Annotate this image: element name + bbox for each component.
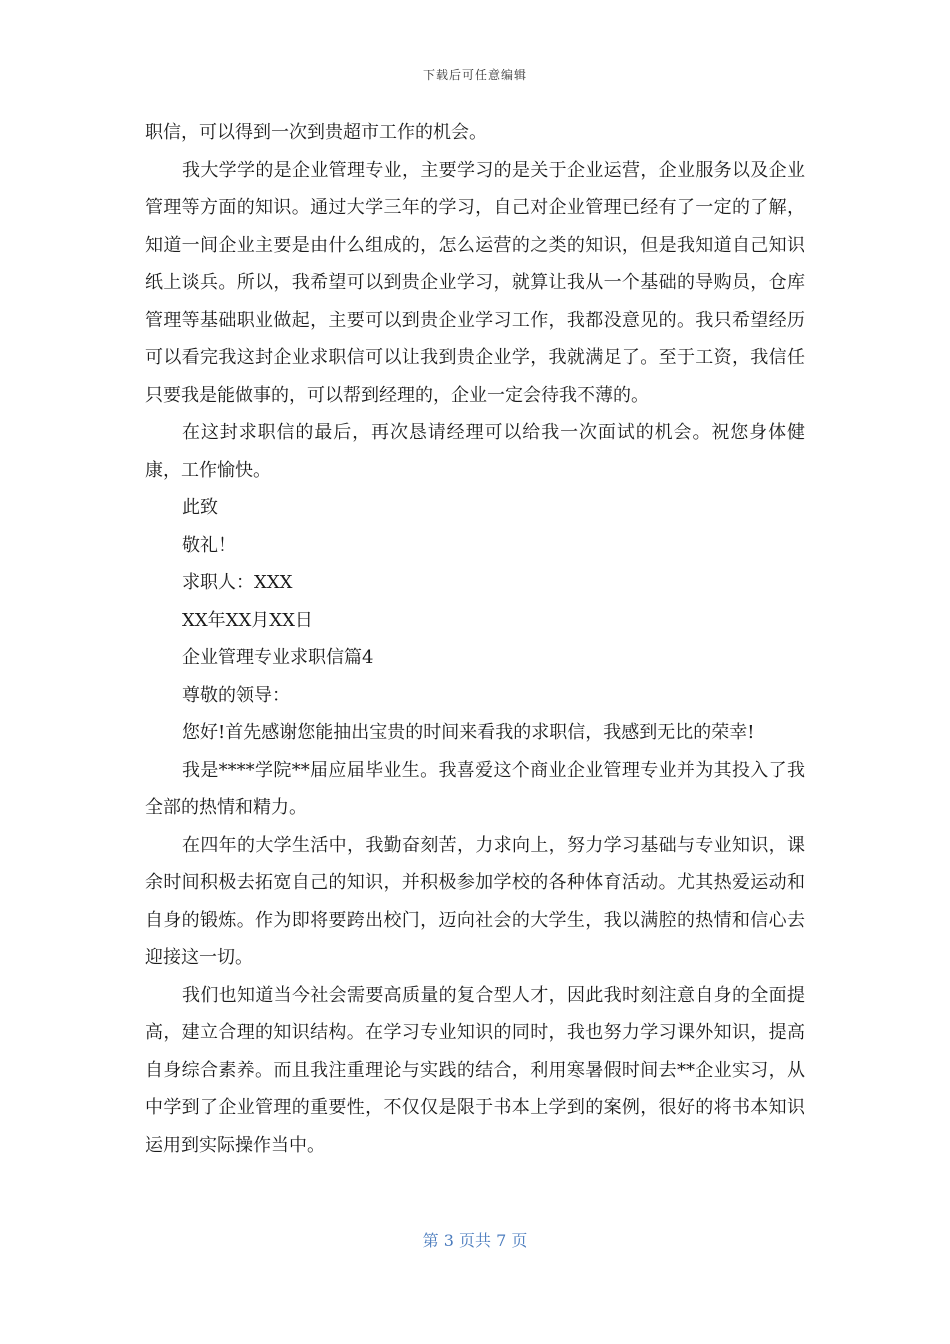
paragraph-closing-request: 在这封求职信的最后，再次恳请经理可以给我一次面试的机会。祝您身体健康，工作愉快。 <box>145 422 805 481</box>
paragraph-intro: 我是****学院**届应届毕业生。我喜爱这个商业企业管理专业并为其投入了我全部的热情和精力。 <box>145 759 805 818</box>
paragraph-thanks: 您好!首先感谢您能抽出宝贵的时间来看我的求职信，我感到无比的荣幸! <box>182 722 755 743</box>
paragraph-university-life: 在四年的大学生活中，我勤奋刻苦，力求向上，努力学习基础与专业知识，课余时间积极去拓宽自己的知识，并积极参加学校的各种体育活动。尤其热爱运动和自身的锻炼。作为即将要跨出校门，迈向社会的大学生，我以满腔的热情和信心去迎接这一切。 <box>145 834 805 968</box>
paragraph-continuation: 职信，可以得到一次到贵超市工作的机会。 <box>145 122 487 143</box>
section-title: 企业管理专业求职信篇4 <box>182 647 374 668</box>
page-header-note: 下载后可任意编辑 <box>422 68 527 82</box>
paragraph-skills: 我们也知道当今社会需要高质量的复合型人才，因此我时刻注意自身的全面提高，建立合理的知识结构。在学习专业知识的同时，我也努力学习课外知识，提高自身综合素养。而且我注重理论与实践的结合，利用寒暑假时间去**企业实习，从中学到了企业管理的重要性，不仅仅是限于书本上学到的案例，很好的将书本知识运用到实际操作当中。 <box>145 984 805 1156</box>
salutation-cizhi: 此致 <box>182 497 218 518</box>
document-body <box>145 114 805 1164</box>
salutation-jingli: 敬礼！ <box>182 534 236 556</box>
greeting: 尊敬的领导： <box>182 684 290 706</box>
applicant-signature: 求职人：XXX <box>182 572 293 593</box>
page-number-footer: 第 3 页共 7 页 <box>422 1231 528 1250</box>
signature-date: XX年XX月XX日 <box>182 609 313 631</box>
paragraph-major: 我大学学的是企业管理专业，主要学习的是关于企业运营，企业服务以及企业管理等方面的知识。通过大学三年的学习，自己对企业管理已经有了一定的了解，知道一间企业主要是由什么组成的，怎么运营的之类的知识，但是我知道自己知识纸上谈兵。所以，我希望可以到贵企业学习，就算让我从一个基础的导购员，仓库管理等基础职业做起，主要可以到贵企业学习工作，我都没意见的。我只希望经历可以看完我这封企业求职信可以让我到贵企业学，我就满足了。至于工资，我信任只要我是能做事的，可以帮到经理的，企业一定会待我不薄的。 <box>145 159 805 406</box>
